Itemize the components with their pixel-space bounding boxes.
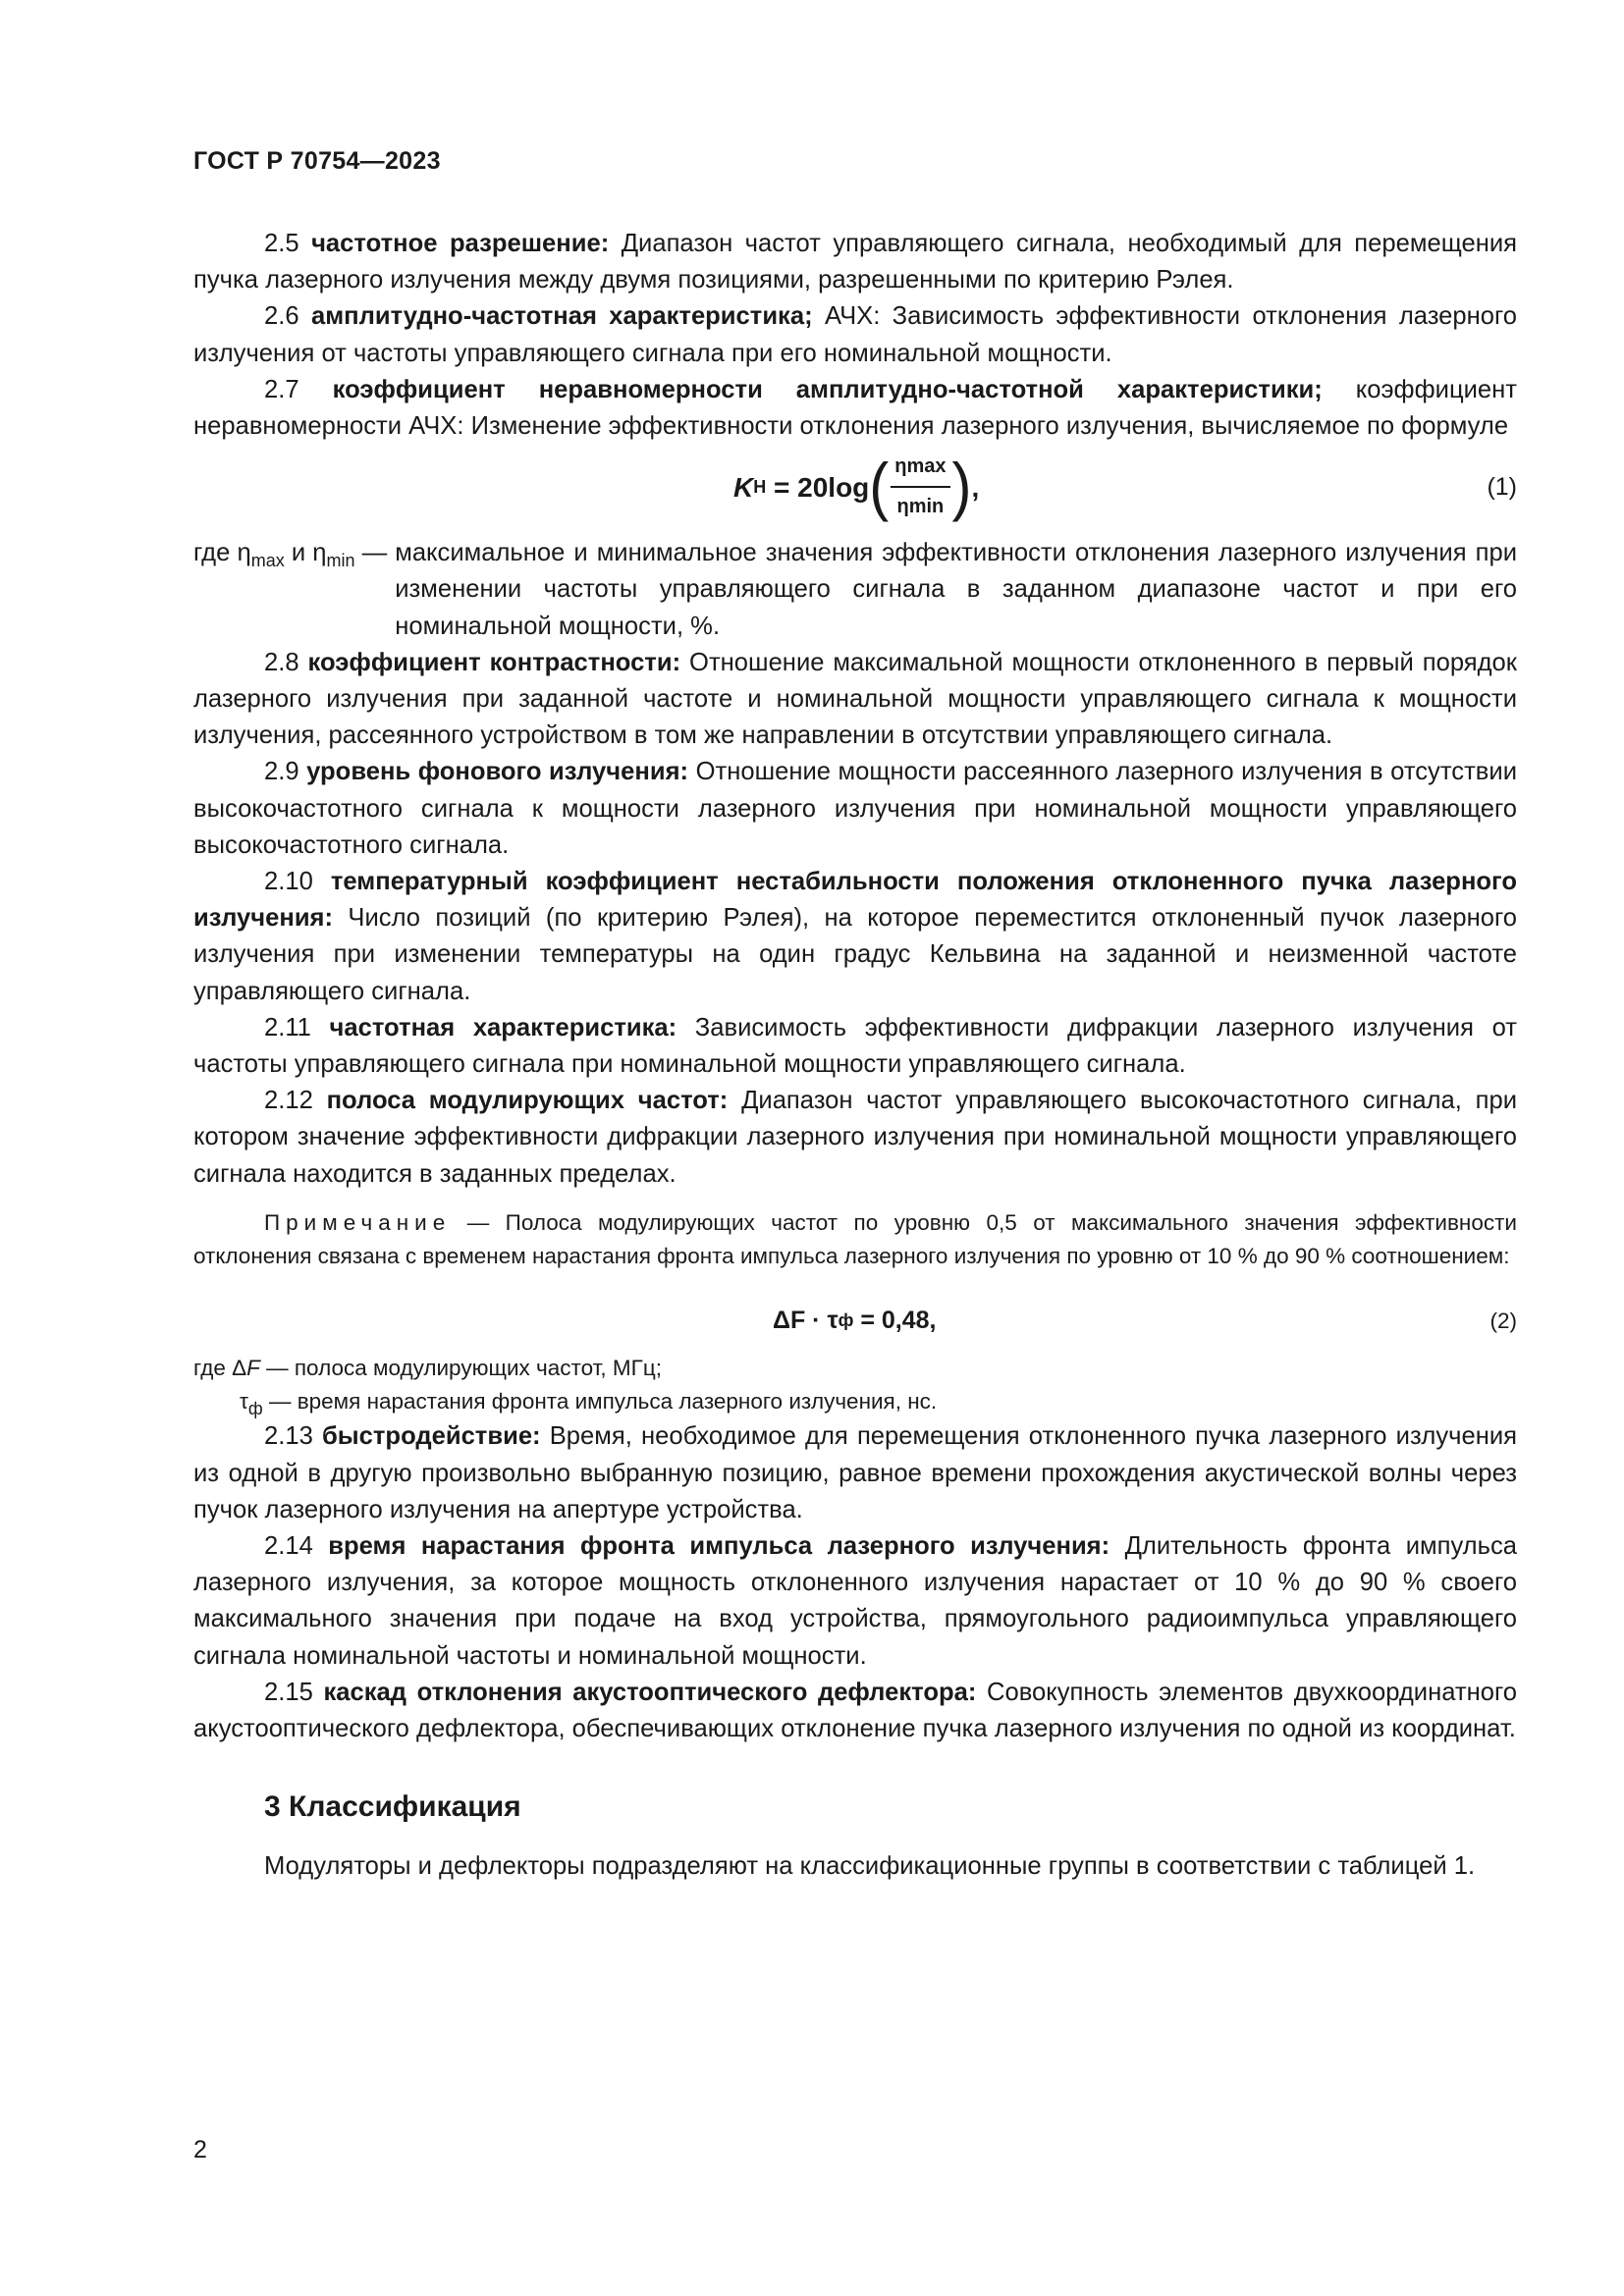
document-header: ГОСТ Р 70754—2023 xyxy=(193,147,441,175)
where-lhs xyxy=(193,535,387,645)
definition-text: коэффициент неравномерности АЧХ: Изменение эффективности отклонения лазерного излучения, вычисляемое по формуле xyxy=(193,375,1517,441)
definition-text: АЧХ: Зависимость эффективности отклонения лазерного излучения от частоты управляющего сигнала при его номинальной мощности. xyxy=(193,302,1517,367)
definition-text: Отношение мощности рассеянного лазерного излучения в отсутствии высокочастотного сигнала к мощности лазерного излучения при номинальной мощности управляющего высокочастотного сигнала. xyxy=(193,758,1517,859)
fraction xyxy=(891,449,949,525)
where-conj: и η xyxy=(284,539,327,567)
item-number: 2.15 xyxy=(264,1678,313,1706)
where-dash: — xyxy=(354,539,388,567)
definition-2-5 xyxy=(193,226,1517,298)
formula-1-row xyxy=(193,450,1517,523)
item-number: 2.13 xyxy=(264,1422,313,1451)
definition-text: Длительность фронта импульса лазерного излучения, за которое мощность отклоненного излучения нарастает от 10 % до 90 % своего максимального значения при подаче на вход устройства, прямоугольного радиоимпульса управляющего сигнала номинальной частоты и номинальной мощности. xyxy=(193,1531,1517,1670)
section-3-text: Модуляторы и дефлекторы подразделяют на классификационные группы в соответствии с таблицей 1. xyxy=(264,1852,1476,1881)
equation-number-2: (2) xyxy=(1489,1308,1517,1333)
definition-2-8 xyxy=(193,645,1517,755)
term: полоса модулирующих частот: xyxy=(326,1087,729,1115)
item-number: 2.9 xyxy=(264,758,299,786)
term: температурный коэффициент нестабильности положения отклоненного пучка лазерного излучения: xyxy=(193,868,1517,933)
definition-text: Отношение максимальной мощности отклоненного в первый порядок лазерного излучения при заданной частоте и номинальной мощности управляющего сигнала к мощности излучения, рассеянного устройством в том же направлении в отсутствии управляющего сигнала. xyxy=(193,648,1517,750)
item-number: 2.6 xyxy=(264,302,299,331)
definition-2-15 xyxy=(193,1675,1517,1747)
item-number: 2.8 xyxy=(264,648,299,676)
definition-2-12 xyxy=(193,1083,1517,1193)
definition-2-13 xyxy=(193,1418,1517,1528)
where-sub-max: max xyxy=(250,551,285,571)
definition-text: Время, необходимое для перемещения отклоненного пучка лазерного излучения из одной в другую произвольно выбранную позицию, равное времени прохождения акустической волны через пучок лазерного излучения на апертуре устройства. xyxy=(193,1422,1517,1523)
section-3-heading: 3 Классификация xyxy=(264,1790,521,1824)
item-number: 2.10 xyxy=(264,868,313,896)
where-2-sub: ф xyxy=(247,1399,263,1419)
where-explanation: максимальное и минимальное значения эффективности отклонения лазерного излучения при изменении частоты управляющего сигнала в заданном диапазоне частот и при его номинальной мощности, %. xyxy=(395,539,1517,640)
note-label: Примечание xyxy=(264,1209,452,1235)
formula-eq: = 20log xyxy=(766,471,870,503)
page-content xyxy=(193,226,1517,1886)
left-paren-icon: ( xyxy=(869,450,890,523)
definition-2-9 xyxy=(193,754,1517,864)
equation-number-1: (1) xyxy=(1487,472,1517,501)
item-number: 2.11 xyxy=(264,1013,311,1041)
where-2-text-2: — время нарастания фронта импульса лазерного излучения, нс. xyxy=(262,1389,938,1415)
term: коэффициент неравномерности амплитудно-частотной характеристики; xyxy=(332,375,1323,403)
term: время нарастания фронта импульса лазерного излучения: xyxy=(328,1531,1110,1560)
formula-tail: , xyxy=(971,471,980,503)
definition-2-7 xyxy=(193,372,1517,445)
where-block-2 xyxy=(193,1352,1517,1418)
term: быстродействие: xyxy=(322,1422,541,1451)
formula-lhs: K xyxy=(733,471,754,503)
formula-1: K Н = 20log ( $\frac{\eta\max}{\eta\min}$ ) , xyxy=(733,453,979,521)
where-block-1 xyxy=(193,535,1517,645)
item-number: 2.7 xyxy=(264,375,299,403)
where-2-text-1: — полоса модулирующих частот, МГц; xyxy=(259,1356,662,1381)
item-number: 2.12 xyxy=(264,1087,313,1115)
definition-2-10 xyxy=(193,864,1517,1010)
where-prefix: где η xyxy=(193,539,251,567)
definition-text: Диапазон частот управляющего сигнала, необходимый для перемещения пучка лазерного излучения между двумя позициями, разрешенными по критерию Рэлея. xyxy=(193,230,1517,294)
definition-2-11 xyxy=(193,1010,1517,1083)
definition-text: Число позиций (по критерию Рэлея), на которое переместится отклоненный пучок лазерного излучения при изменении температуры на один градус Кельвина на заданной и неизменной частоте управляющего сигнала. xyxy=(193,904,1517,1005)
fraction-numerator: ηmax xyxy=(891,449,949,488)
note-text: — Полоса модулирующих частот по уровню 0,5 от максимального значения эффективности отклонения связана с временем нарастания фронта импульса лазерного излучения по уровню от 10 % до 90 % соотношением: xyxy=(193,1209,1517,1268)
where-sub-min: min xyxy=(326,551,355,571)
where-2-prefix: где Δ xyxy=(193,1356,247,1381)
item-number: 2.5 xyxy=(264,230,299,257)
term: каскад отклонения акустооптического дефлектора: xyxy=(323,1678,977,1706)
definition-2-6 xyxy=(193,298,1517,371)
where-2-line-1 xyxy=(193,1352,1517,1385)
term: частотное разрешение: xyxy=(311,230,610,257)
definition-2-14 xyxy=(193,1528,1517,1675)
right-paren-icon: ) xyxy=(951,450,972,523)
definition-text: Зависимость эффективности дифракции лазерного излучения от частоты управляющего сигнала при номинальной мощности управляющего сигнала. xyxy=(193,1013,1517,1079)
fraction-denominator: ηmin xyxy=(896,496,945,518)
definition-text: Диапазон частот управляющего высокочастотного сигнала, при котором значение эффективности дифракции лазерного излучения при номинальной мощности управляющего сигнала находится в заданных пределах. xyxy=(193,1087,1517,1188)
note xyxy=(193,1206,1517,1273)
formula-2-row xyxy=(193,1295,1517,1346)
formula-2: ΔF · τ ф = 0,48, xyxy=(773,1295,936,1346)
where-2-line-2 xyxy=(193,1385,1517,1418)
item-number: 2.14 xyxy=(264,1531,313,1560)
formula-2-lhs: ΔF · τ xyxy=(773,1306,839,1334)
term: амплитудно-частотная характеристика; xyxy=(310,302,813,331)
where-2-var-tau: τ xyxy=(240,1389,248,1415)
term: частотная характеристика: xyxy=(329,1013,677,1041)
definition-text: Совокупность элементов двухкоординатного акустооптического дефлектора, обеспечивающих отклонение пучка лазерного излучения по одной из координат. xyxy=(193,1678,1517,1742)
where-2-var-f: F xyxy=(246,1356,260,1381)
page-number: 2 xyxy=(193,2136,207,2163)
term: коэффициент контрастности: xyxy=(307,648,681,676)
term: уровень фонового излучения: xyxy=(306,758,689,786)
formula-2-rhs: = 0,48, xyxy=(853,1306,937,1334)
